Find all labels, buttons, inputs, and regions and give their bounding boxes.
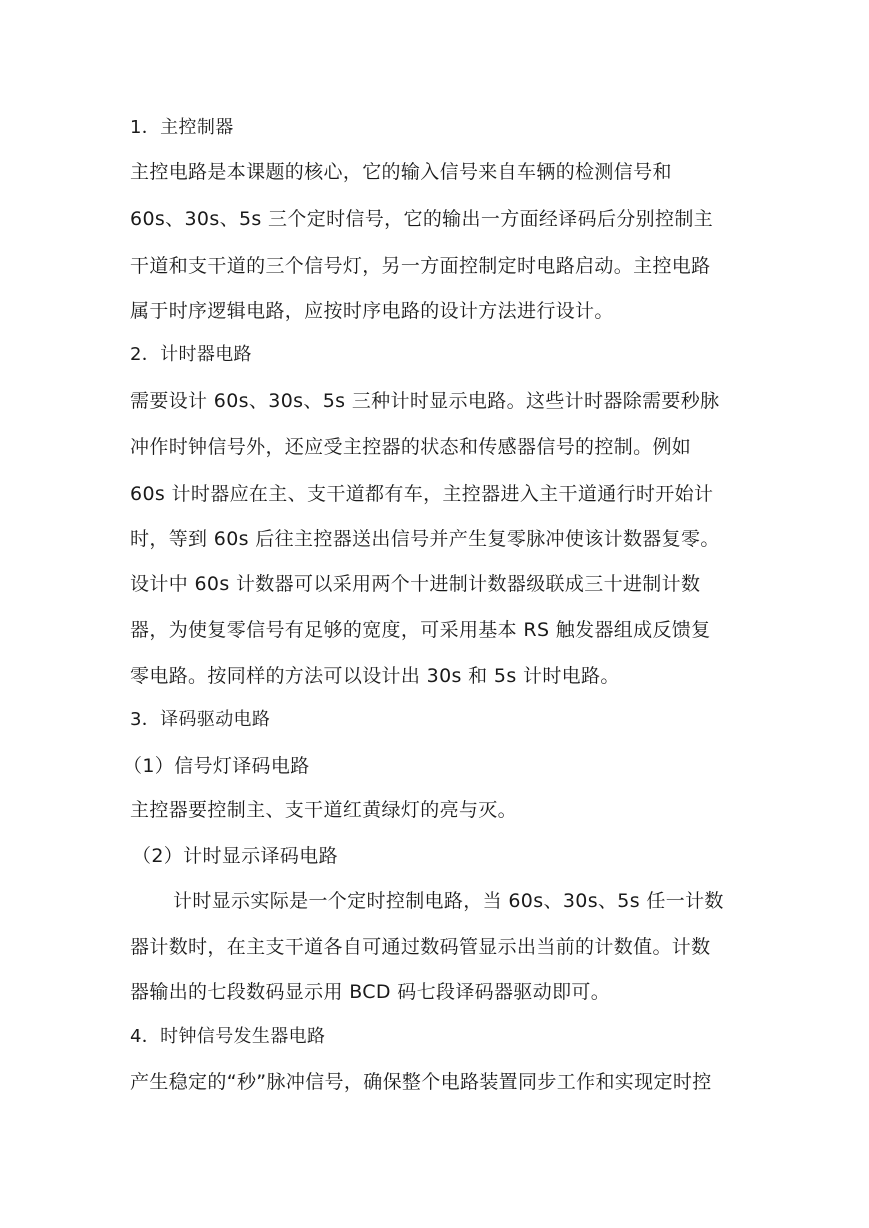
paragraph-line: 主控器要控制主、支干道红黄绿灯的亮与灭。 <box>130 799 518 821</box>
paragraph-line-indented: 计时显示实际是一个定时控制电路，当 60s、30s、5s 任一计数 <box>173 890 724 912</box>
paragraph-line: 时，等到 60s 后往主控器送出信号并产生复零脉冲使该计数器复零。 <box>130 528 720 550</box>
paragraph-line: 需要设计 60s、30s、5s 三种计时显示电路。这些计时器除需要秒脉 <box>130 390 720 412</box>
paragraph-line: 设计中 60s 计数器可以采用两个十进制计数器级联成三十进制计数 <box>130 573 701 595</box>
section-heading-2: 2．计时器电路 <box>130 344 252 365</box>
paragraph-line: 器，为使复零信号有足够的宽度，可采用基本 RS 触发器组成反馈复 <box>130 619 711 641</box>
section-heading-4: 4．时钟信号发生器电路 <box>130 1026 326 1047</box>
paragraph-line: 零电路。按同样的方法可以设计出 30s 和 5s 计时电路。 <box>130 665 620 687</box>
paragraph-line: 主控电路是本课题的核心，它的输入信号来自车辆的检测信号和 <box>130 161 672 183</box>
paragraph-line: 60s、30s、5s 三个定时信号，它的输出一方面经译码后分别控制主 <box>130 208 714 230</box>
paragraph-line: 属于时序逻辑电路，应按时序电路的设计方法进行设计。 <box>130 300 614 322</box>
paragraph-line: 冲作时钟信号外，还应受主控器的状态和传感器信号的控制。例如 <box>130 436 692 458</box>
section-heading-3: 3．译码驱动电路 <box>130 709 271 730</box>
subsection-heading-1: （1）信号灯译码电路 <box>123 755 310 777</box>
paragraph-line: 干道和支干道的三个信号灯，另一方面控制定时电路启动。主控电路 <box>130 255 711 277</box>
paragraph-line: 产生稳定的“秒”脉冲信号，确保整个电路装置同步工作和实现定时控 <box>130 1071 712 1093</box>
paragraph-line: 60s 计时器应在主、支干道都有车，主控器进入主干道通行时开始计 <box>130 483 714 505</box>
section-heading-1: 1．主控制器 <box>130 117 234 138</box>
subsection-heading-2: （2）计时显示译码电路 <box>132 845 338 867</box>
paragraph-line: 器输出的七段数码显示用 BCD 码七段译码器驱动即可。 <box>130 981 611 1003</box>
paragraph-line: 器计数时，在主支干道各自可通过数码管显示出当前的计数值。计数 <box>130 936 711 958</box>
